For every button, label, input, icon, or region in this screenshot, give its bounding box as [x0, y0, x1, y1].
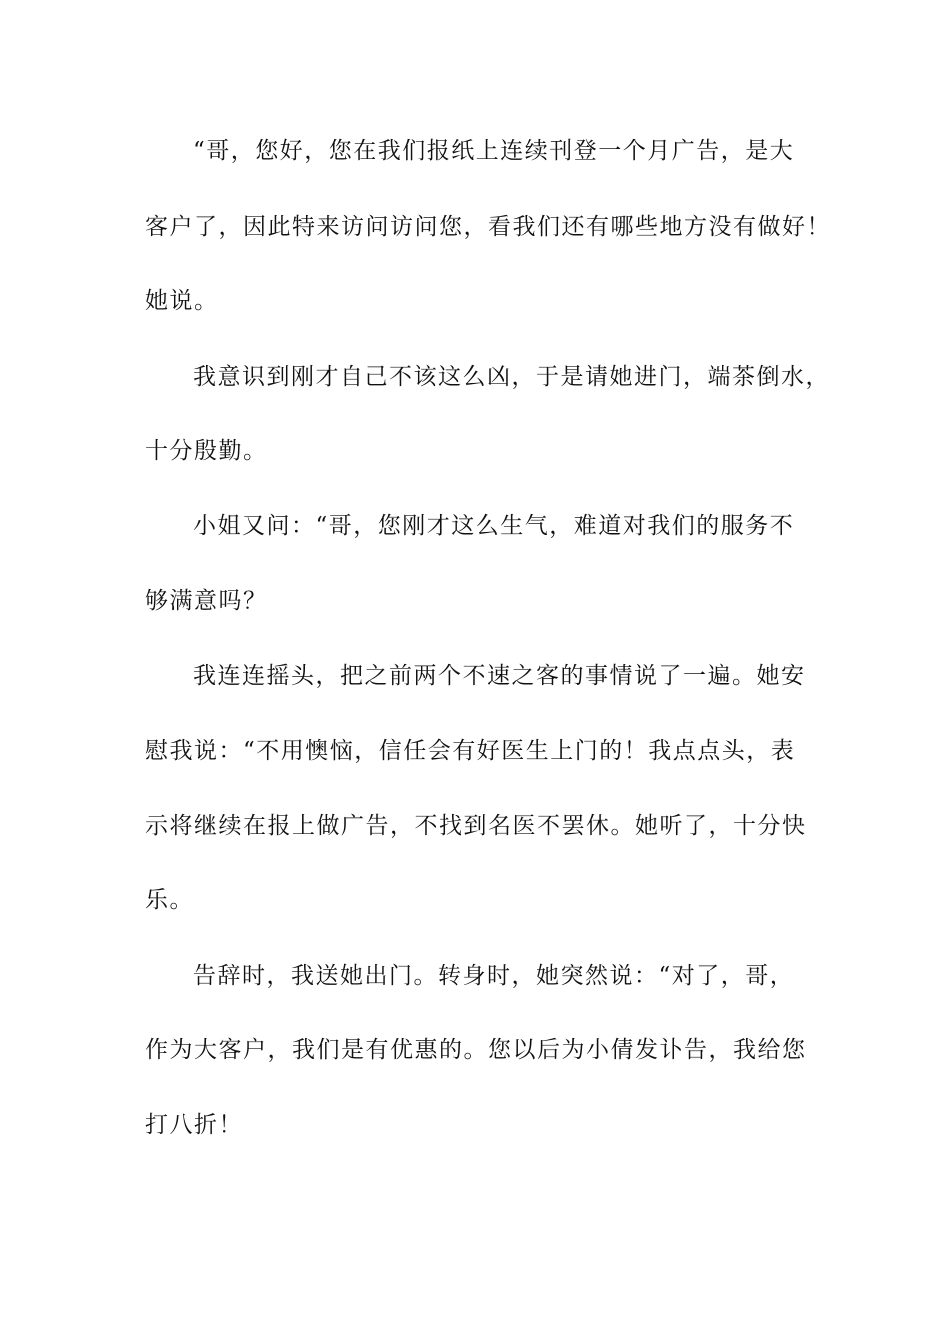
paragraph-4-line-2: 慰我说：“不用懊恼，信任会有好医生上门的！我点点头，表 — [145, 738, 796, 764]
paragraph-5-line-3: 打八折！ — [145, 1112, 243, 1138]
paragraph-5-line-1: 告辞时，我送她出门。转身时，她突然说：“对了，哥， — [193, 963, 795, 989]
paragraph-3-line-1: 小姐又问：“哥，您刚才这么生气，难道对我们的服务不 — [193, 513, 795, 539]
paragraph-2-line-1: 我意识到刚才自己不该这么凶，于是请她进门，端茶倒水， — [193, 364, 830, 390]
paragraph-4-line-3: 示将继续在报上做广告，不找到名医不罢休。她听了，十分快 — [145, 813, 807, 839]
paragraph-3-line-2: 够满意吗？ — [145, 588, 268, 614]
paragraph-1-line-2: 客户了，因此特来访问访问您，看我们还有哪些地方没有做好！ — [145, 214, 831, 240]
paragraph-4-line-1: 我连连摇头，把之前两个不速之客的事情说了一遍。她安 — [193, 663, 806, 689]
paragraph-1-line-1: “哥，您好，您在我们报纸上连续刊登一个月广告，是大 — [193, 138, 795, 164]
paragraph-5-line-2: 作为大客户，我们是有优惠的。您以后为小倩发讣告，我给您 — [145, 1037, 807, 1063]
paragraph-4-line-4: 乐。 — [145, 887, 194, 913]
paragraph-1-line-3: 她说。 — [145, 288, 219, 314]
paragraph-2-line-2: 十分殷勤。 — [145, 438, 268, 464]
